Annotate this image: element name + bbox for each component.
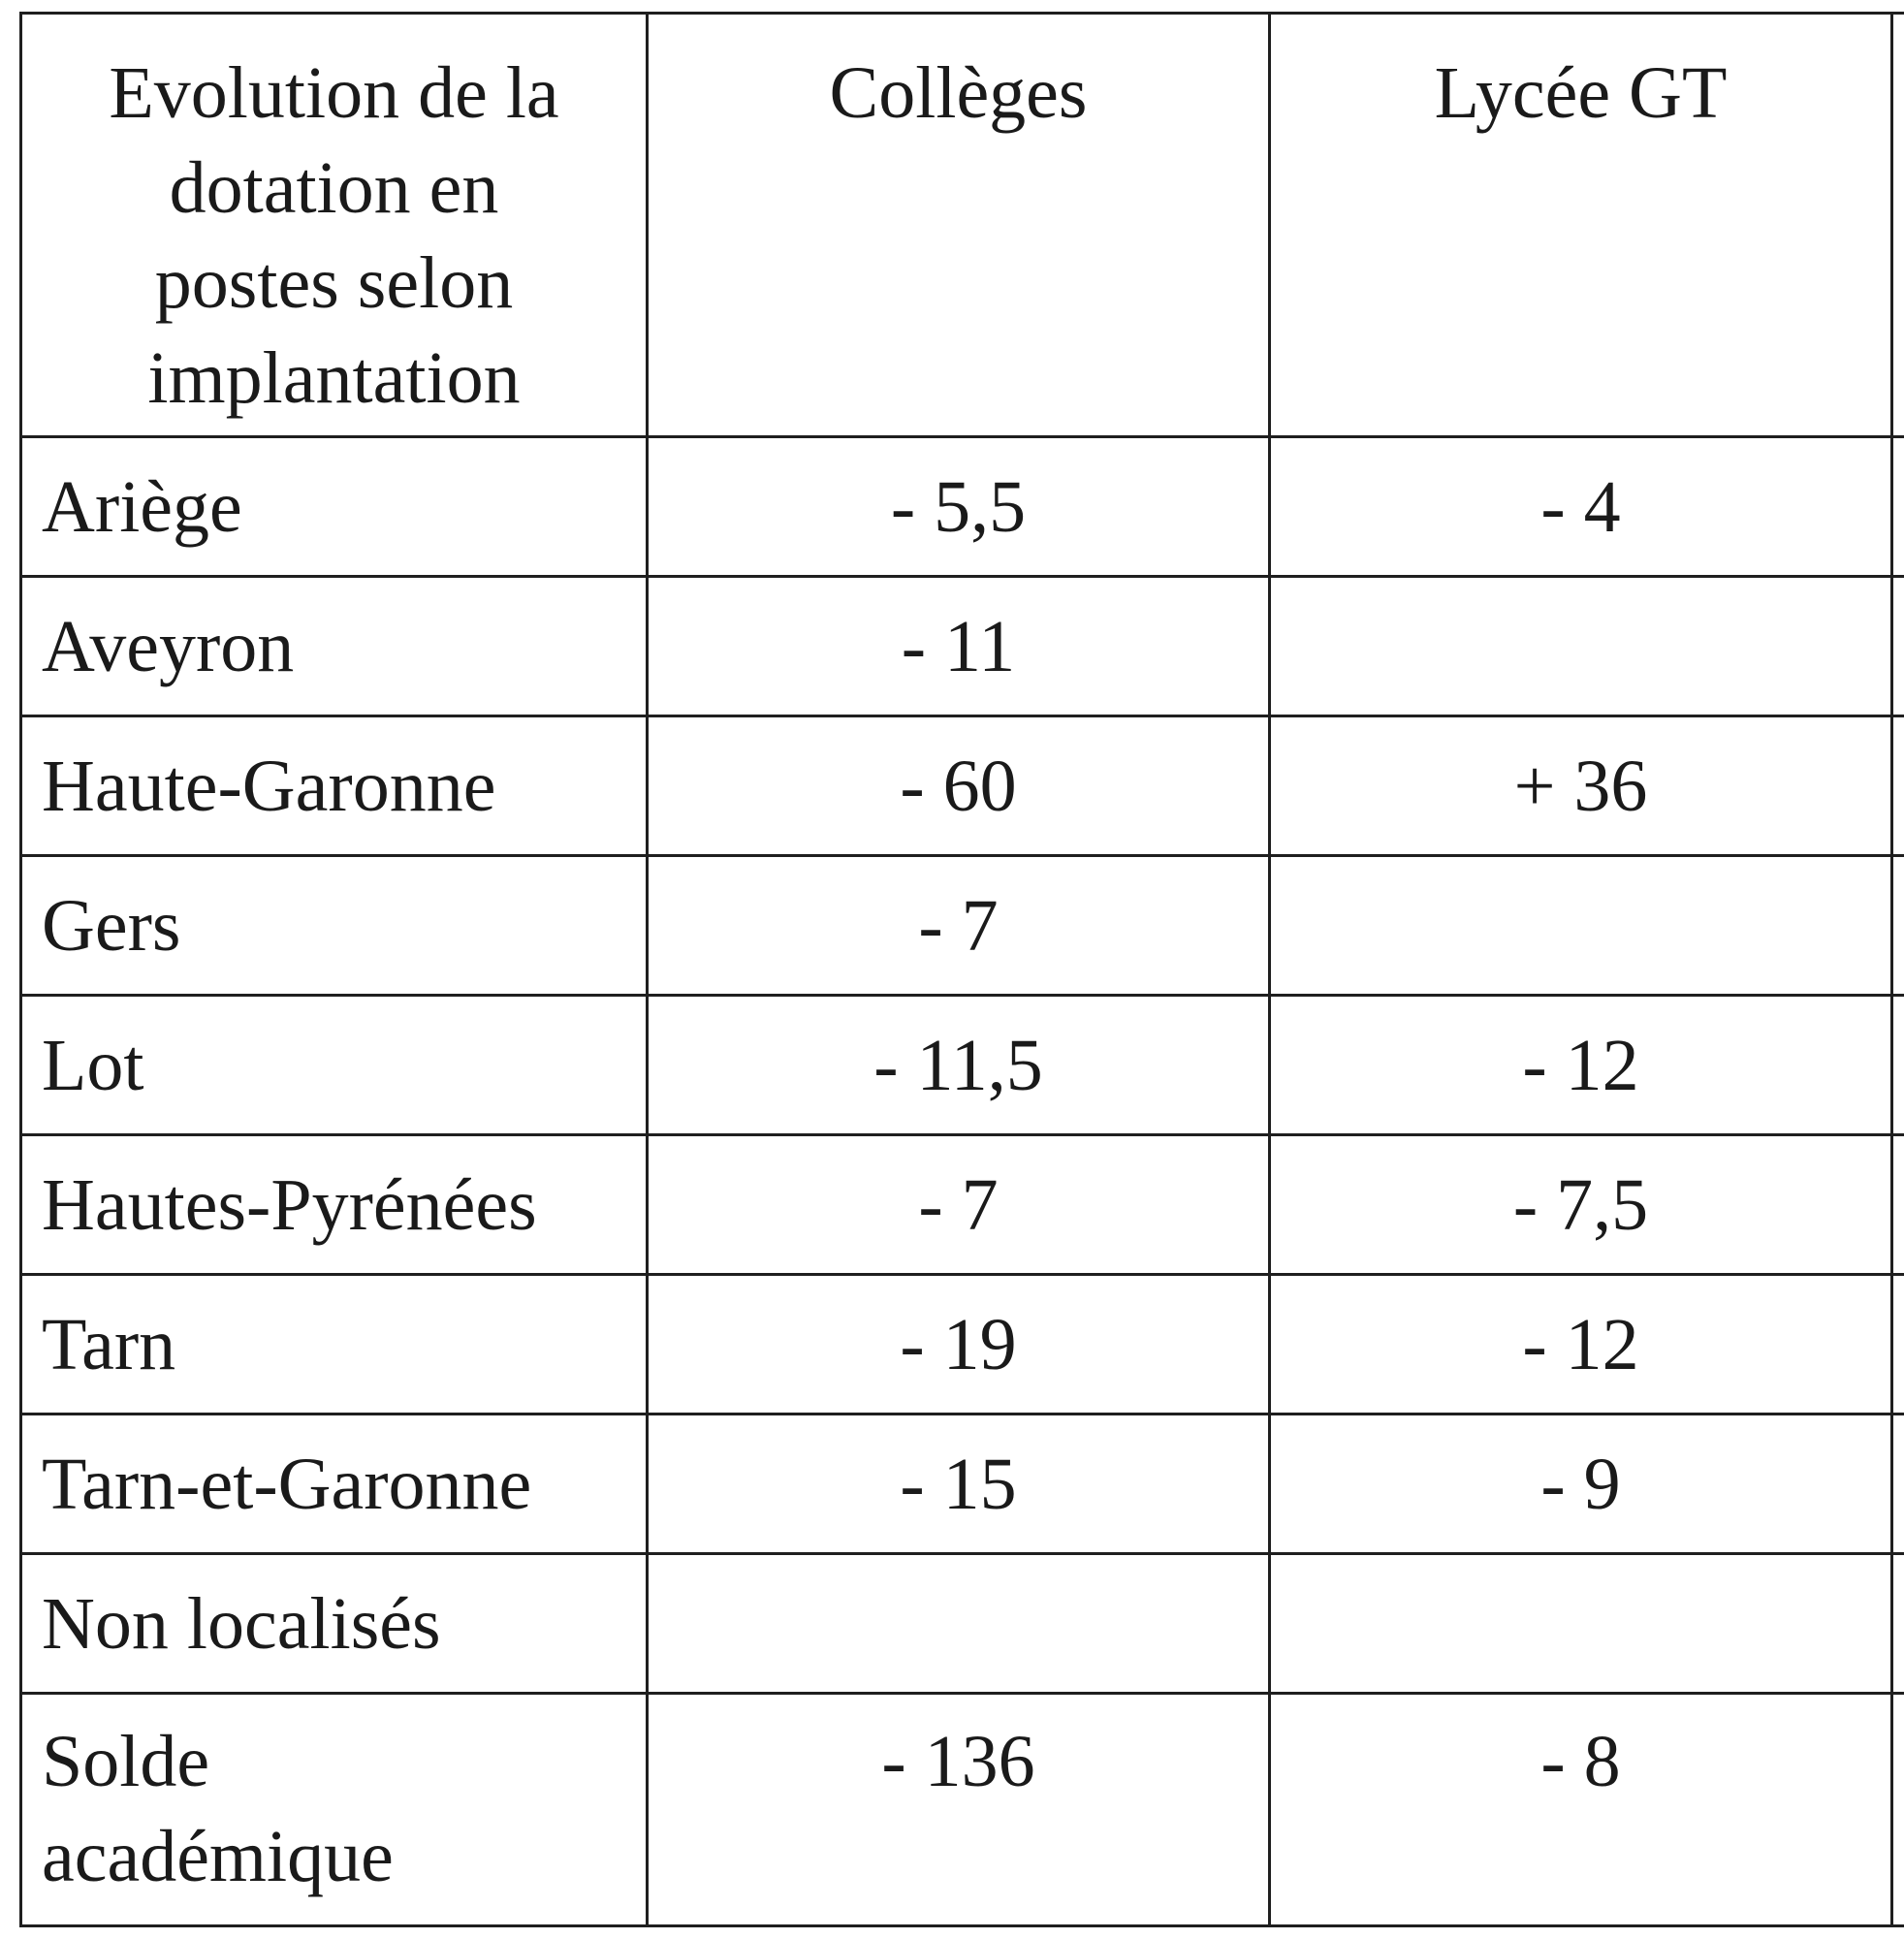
cropped-cell bbox=[1892, 1275, 1904, 1415]
row-label: Haute-Garonne bbox=[21, 716, 648, 856]
header-label-cell bbox=[21, 14, 648, 437]
table-row bbox=[21, 856, 1904, 996]
header-cropped-cell bbox=[1892, 14, 1904, 437]
colleges-value: - 19 bbox=[648, 1275, 1270, 1415]
cropped-cell bbox=[1892, 1415, 1904, 1554]
colleges-value: - 11,5 bbox=[648, 996, 1270, 1135]
dotation-table bbox=[19, 12, 1904, 1927]
cropped-cell bbox=[1892, 1694, 1904, 1926]
row-label: Hautes-Pyrénées bbox=[21, 1135, 648, 1275]
total-row bbox=[21, 1694, 1904, 1926]
cropped-cell bbox=[1892, 1554, 1904, 1694]
cropped-cell bbox=[1892, 1135, 1904, 1275]
header-label-line: postes selon bbox=[154, 242, 514, 324]
colleges-value: - 5,5 bbox=[648, 437, 1270, 577]
lycee-gt-value bbox=[1270, 1554, 1892, 1694]
lycee-gt-value: - 12 bbox=[1270, 1275, 1892, 1415]
row-label: Tarn-et-Garonne bbox=[21, 1415, 648, 1554]
lycee-gt-value: - 4 bbox=[1270, 437, 1892, 577]
table-row bbox=[21, 577, 1904, 716]
total-label-line: Solde bbox=[42, 1721, 210, 1802]
cropped-cell bbox=[1892, 437, 1904, 577]
cropped-cell bbox=[1892, 577, 1904, 716]
table-row bbox=[21, 1135, 1904, 1275]
total-lycee-gt-value: - 8 bbox=[1270, 1694, 1892, 1926]
colleges-value bbox=[648, 1554, 1270, 1694]
colleges-value: - 7 bbox=[648, 856, 1270, 996]
row-label: Non localisés bbox=[21, 1554, 648, 1694]
colleges-value: - 11 bbox=[648, 577, 1270, 716]
lycee-gt-value: + 36 bbox=[1270, 716, 1892, 856]
colleges-value: - 7 bbox=[648, 1135, 1270, 1275]
table-row bbox=[21, 1415, 1904, 1554]
header-row bbox=[21, 14, 1904, 437]
lycee-gt-value: - 7,5 bbox=[1270, 1135, 1892, 1275]
lycee-gt-value: - 12 bbox=[1270, 996, 1892, 1135]
lycee-gt-value bbox=[1270, 577, 1892, 716]
cropped-cell bbox=[1892, 996, 1904, 1135]
table-row bbox=[21, 1554, 1904, 1694]
cropped-cell bbox=[1892, 716, 1904, 856]
table-row bbox=[21, 716, 1904, 856]
header-lycee-gt: Lycée GT bbox=[1270, 14, 1892, 437]
header-label-line: dotation en bbox=[169, 147, 499, 229]
table-row bbox=[21, 996, 1904, 1135]
header-colleges: Collèges bbox=[648, 14, 1270, 437]
header-label-line: Evolution de la bbox=[109, 52, 559, 134]
total-label-line: académique bbox=[42, 1816, 394, 1897]
row-label: Gers bbox=[21, 856, 648, 996]
header-label-line: implantation bbox=[147, 337, 521, 419]
lycee-gt-value: - 9 bbox=[1270, 1415, 1892, 1554]
table-row bbox=[21, 1275, 1904, 1415]
row-label: Lot bbox=[21, 996, 648, 1135]
total-colleges-value: - 136 bbox=[648, 1694, 1270, 1926]
table-row bbox=[21, 437, 1904, 577]
cropped-cell bbox=[1892, 856, 1904, 996]
row-label: Ariège bbox=[21, 437, 648, 577]
row-label: Aveyron bbox=[21, 577, 648, 716]
total-label-cell bbox=[21, 1694, 648, 1926]
colleges-value: - 60 bbox=[648, 716, 1270, 856]
row-label: Tarn bbox=[21, 1275, 648, 1415]
lycee-gt-value bbox=[1270, 856, 1892, 996]
colleges-value: - 15 bbox=[648, 1415, 1270, 1554]
